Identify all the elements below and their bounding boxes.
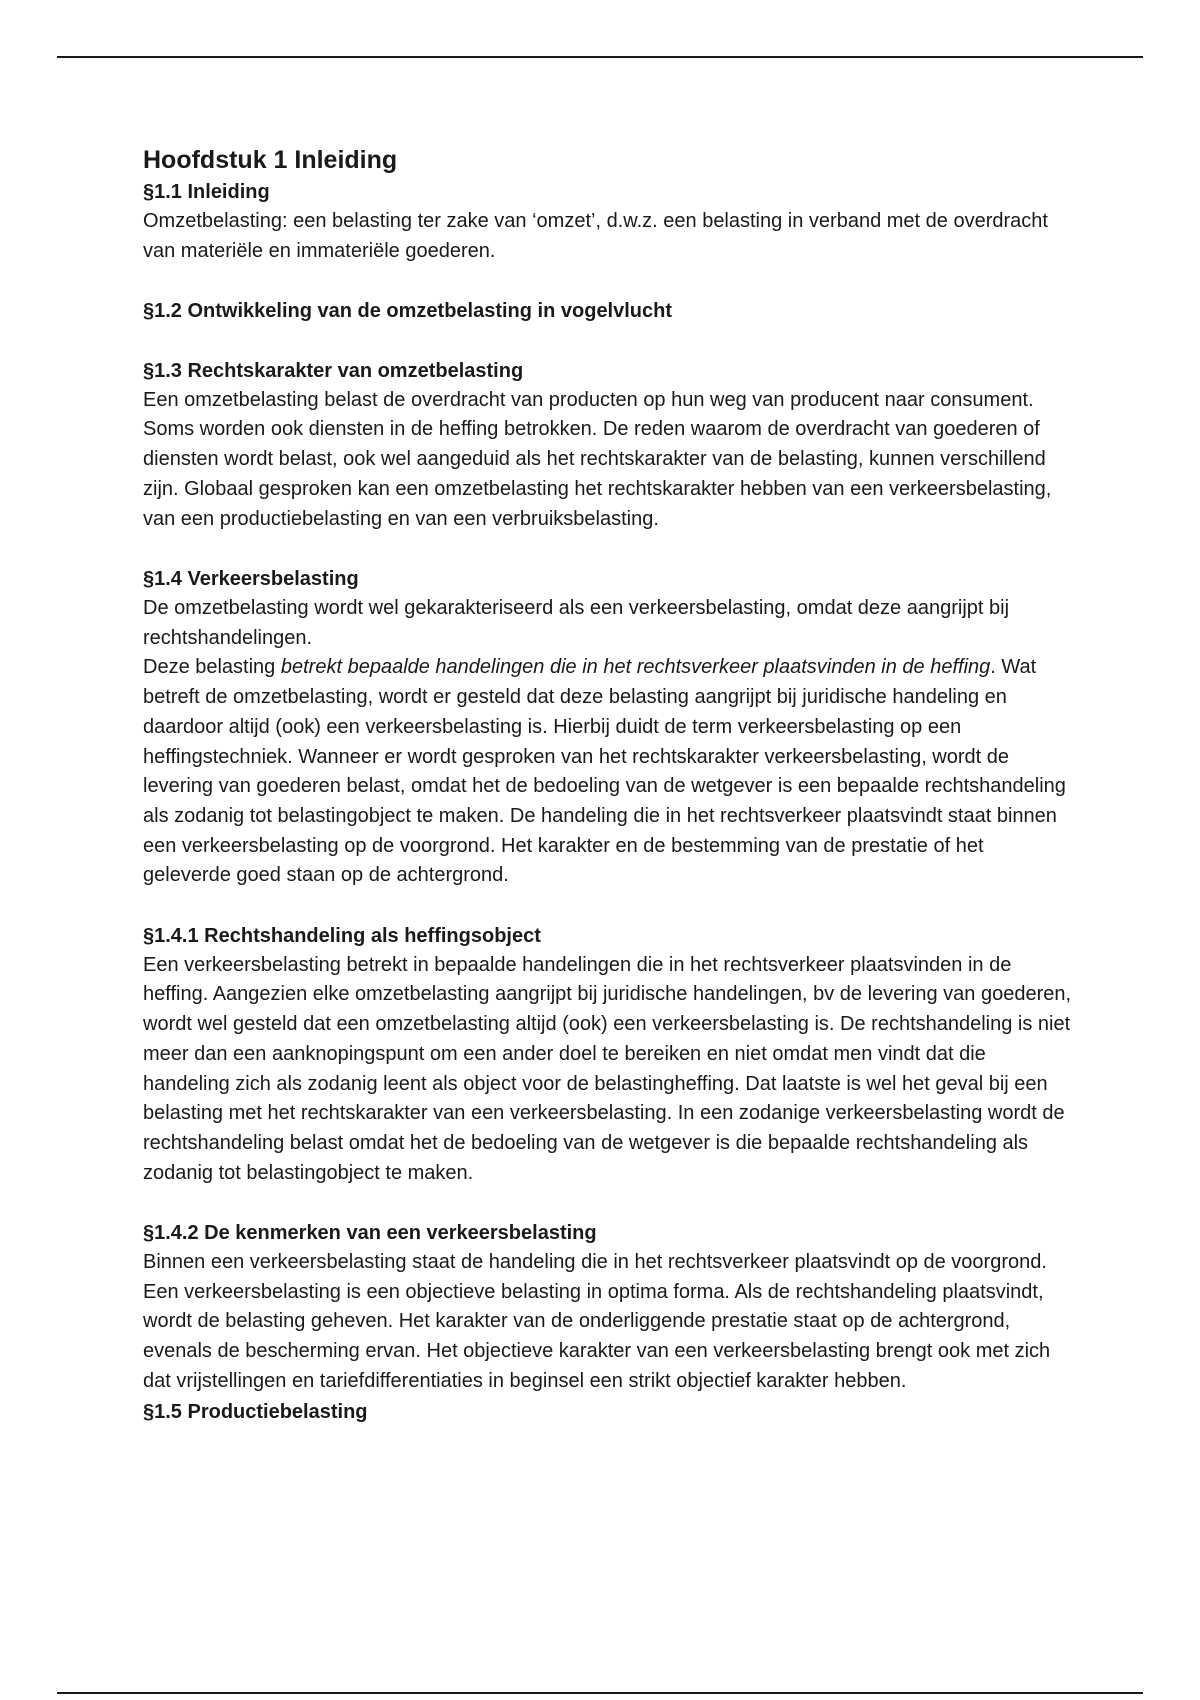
section-heading: §1.1 Inleiding [143, 181, 270, 203]
section-1-1 [143, 177, 1073, 266]
header-rule [57, 56, 1143, 58]
section-heading: §1.3 Rechtskarakter van omzetbelasting [143, 359, 524, 382]
section-heading: §1.4.2 De kenmerken van een verkeersbelasting [143, 1222, 597, 1245]
paragraph-text: . Wat betreft de omzetbelasting, wordt er gesteld dat deze belasting aangrijpt bij juridische handeling en daardoor altijd (ook) een verkeersbelasting is. Hierbij duidt de term verkeersbelasting op een heffingstechniek. Wanneer er wordt gesproken van het rechtskarakter verkeersbelasting, wordt de levering van goederen belast, omdat het de bedoeling van de wetgever is een bepaalde rechtshandeling als zodanig tot belastingobject te maken. De handeling die in het rechtsverkeer plaatsvindt staat binnen een verkeersbelasting op de voorgrond. Het karakter en de bestemming van de prestatie of het geleverde goed staan op de achtergrond. [143, 656, 1066, 887]
emphasis-text: betrekt bepaalde handelingen die in het rechtsverkeer plaatsvinden in de heffing [280, 656, 991, 679]
section-1-4 [143, 564, 1073, 891]
section-heading: §1.2 Ontwikkeling van de omzetbelasting in vogelvlucht [143, 300, 673, 323]
section-heading: §1.4 Verkeersbelasting [143, 567, 359, 590]
paragraph: Een omzetbelasting belast de overdracht van producten op hun weg van producent naar consument. Soms worden ook diensten in de heffing betrokken. De reden waarom de overdracht van goederen of diensten wordt belast, ook wel aangeduid als het rechtskarakter van de belasting, kunnen verschillend zijn. Globaal gesproken kan een omzetbelasting het rechtskarakter hebben van een verkeersbelasting, van een productiebelasting en van een verbruiksbelasting. [143, 388, 1052, 530]
section-1-2 [143, 296, 1073, 326]
paragraph: Een verkeersbelasting betrekt in bepaalde handelingen die in het rechtsverkeer plaatsvinden in de heffing. Aangezien elke omzetbelasting aangrijpt bij juridische handelingen, bv de levering van goederen, wordt wel gesteld dat een omzetbelasting altijd (ook) een verkeersbelasting is. De rechtshandeling is niet meer dan een aanknopingspunt om een ander doel te bereiken en niet omdat men vindt dat die handeling zich als zodanig leent als object voor de belastingheffing. Dat laatste is wel het geval bij een belasting met het rechtskarakter van een verkeersbelasting. In een zodanige verkeersbelasting wordt de rechtshandeling belast omdat het de bedoeling van de wetgever is die bepaalde rechtshandeling als zodanig tot belastingobject te maken. [143, 953, 1072, 1184]
document-body [143, 143, 1073, 1427]
paragraph: De omzetbelasting wordt wel gekarakteriseerd als een verkeersbelasting, omdat deze aangrijpt bij rechtshandelingen. [143, 596, 1010, 649]
footer-rule [57, 1692, 1143, 1694]
paragraph: Omzetbelasting: een belasting ter zake van ‘omzet’, d.w.z. een belasting in verband met de overdracht van materiële en immateriële goederen. [143, 210, 1048, 262]
paragraph-text: Deze belasting [143, 656, 281, 679]
section-1-4-1 [143, 921, 1073, 1189]
section-heading: §1.4.1 Rechtshandeling als heffingsobject [143, 924, 541, 947]
section-1-5 [143, 1397, 1073, 1427]
chapter-title: Hoofdstuk 1 Inleiding [143, 146, 398, 174]
section-heading: §1.5 Productiebelasting [143, 1400, 368, 1423]
section-1-3 [143, 356, 1073, 535]
paragraph: Binnen een verkeersbelasting staat de handeling die in het rechtsverkeer plaatsvindt op de voorgrond. Een verkeersbelasting is een objectieve belasting in optima forma. Als de rechtshandeling plaatsvindt, wordt de belasting geheven. Het karakter van de onderliggende prestatie staat op de achtergrond, evenals de bescherming ervan. Het objectieve karakter van een verkeersbelasting brengt ook met zich dat vrijstellingen en tariefdifferentiaties in beginsel een strikt objectief karakter hebben. [143, 1251, 1051, 1392]
section-1-4-2 [143, 1218, 1073, 1397]
paragraph [143, 653, 1073, 891]
